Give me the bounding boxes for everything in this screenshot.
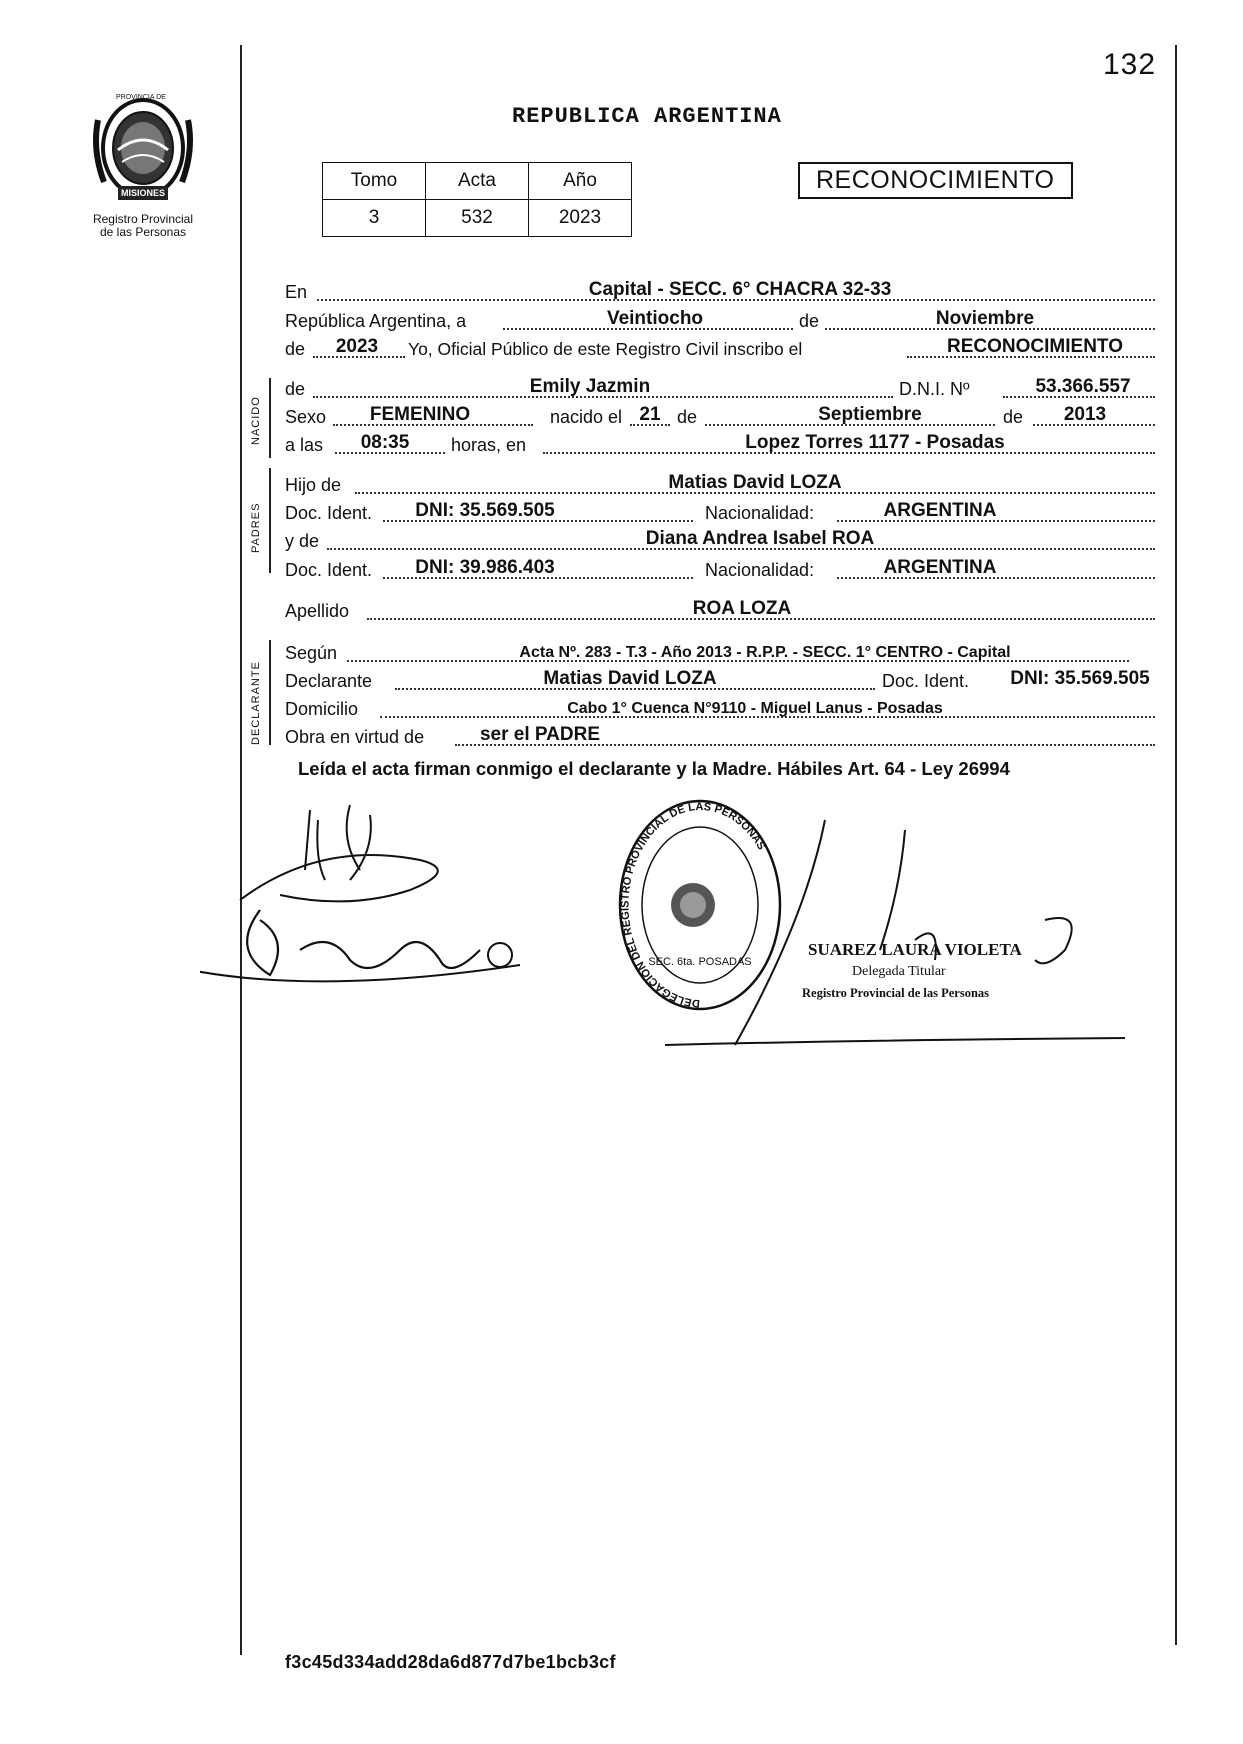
time-row (285, 430, 1155, 458)
mother-row (285, 526, 1155, 554)
seal-bottom-text: MISIONES (121, 188, 166, 198)
born-label: nacido el (550, 407, 623, 427)
provincial-seal (88, 90, 198, 210)
parents-bracket (269, 468, 271, 573)
dni-label: D.N.I. Nº (899, 379, 970, 399)
registers-row (285, 334, 1155, 362)
official-name: SUAREZ LAURA VIOLETA (808, 940, 1022, 959)
birth-year-label: de (1003, 407, 1024, 427)
registers-value: RECONOCIMIENTO (947, 336, 1123, 357)
father-row (285, 470, 1155, 498)
by-virtue-value: ser el PADRE (479, 724, 601, 745)
father-nationality-label: Nacionalidad: (705, 503, 815, 523)
declarant-bracket (269, 640, 271, 745)
year-value: 2023 (335, 336, 379, 357)
parents-side-label: PADRES (250, 502, 262, 553)
according-row (285, 638, 1155, 666)
name-value: Emily Jazmin (529, 376, 651, 397)
declarant-label: Declarante (285, 671, 373, 691)
act-type-box: RECONOCIMIENTO (798, 162, 1073, 199)
father-doc-row (285, 498, 1155, 526)
ano-value: 2023 (529, 200, 632, 237)
mother-name: Diana Andrea Isabel ROA (645, 528, 875, 549)
mother-doc-label: Doc. Ident. (285, 560, 373, 580)
ano-header: Año (529, 163, 632, 200)
mother-doc-row (285, 555, 1155, 583)
declarant-side-label: DECLARANTE (250, 661, 262, 745)
mother-nationality: ARGENTINA (883, 557, 997, 578)
surname-row (285, 596, 1155, 624)
official-title: Delegada Titular (852, 964, 946, 979)
official-institution: Registro Provincial de las Personas (802, 986, 990, 1000)
legal-note: Leída el acta firman conmigo el declarante y la Madre. Hábiles Art. 64 - Ley 26994 (298, 758, 1010, 779)
time-value: 08:35 (360, 432, 410, 453)
declarant-signature (200, 800, 540, 1000)
tomo-value: 3 (323, 200, 426, 237)
mother-nationality-label: Nacionalidad: (705, 560, 815, 580)
father-label: Hijo de (285, 475, 342, 495)
birth-day: 21 (639, 404, 661, 425)
born-side-label: NACIDO (250, 396, 262, 445)
time-label: a las (285, 435, 324, 455)
place-label: En (285, 282, 308, 302)
father-doc: DNI: 35.569.505 (415, 500, 555, 521)
registry-caption-line1: Registro Provincial (92, 212, 194, 226)
sex-value: FEMENINO (369, 404, 471, 425)
official-seal-text: DELEGACION DEL REGISTRO PROVINCIAL DE LAS PERSONAS (619, 800, 768, 1010)
name-row (285, 374, 1155, 402)
birth-month: Septiembre (818, 404, 922, 425)
sex-row (285, 402, 1155, 430)
official-seal-inner: SEC. 6ta. POSADAS (648, 956, 752, 968)
birth-month-label: de (677, 407, 698, 427)
acta-value: 532 (426, 200, 529, 237)
seal-top-text: PROVINCIA DE (116, 94, 166, 101)
registry-caption-line2: de las Personas (99, 225, 187, 239)
according-value: Acta Nº. 283 - T.3 - Año 2013 - R.P.P. - SECC. 1° CENTRO - Capital (519, 644, 1011, 661)
registry-caption (68, 213, 218, 239)
official-signature (665, 800, 1125, 1060)
dni-value: 53.366.557 (1035, 376, 1131, 397)
reference-table-header (323, 163, 632, 200)
day-value: Veintiocho (606, 308, 704, 329)
name-label: de (285, 379, 306, 399)
address-label: Domicilio (285, 699, 359, 719)
declarant-doc-label: Doc. Ident. (882, 671, 970, 691)
country-title: REPUBLICA ARGENTINA (512, 104, 782, 129)
declarant-doc: DNI: 35.569.505 (1010, 668, 1150, 689)
declarant-row (285, 666, 1155, 694)
acta-header: Acta (426, 163, 529, 200)
year-label: de (285, 339, 306, 359)
birth-year: 2013 (1063, 404, 1107, 425)
date-row (285, 306, 1155, 334)
according-label: Según (285, 643, 338, 663)
hours-label: horas, en (451, 435, 527, 455)
father-nationality: ARGENTINA (883, 500, 997, 521)
place-row (285, 277, 1155, 305)
reference-table (322, 162, 632, 237)
document-hash: f3c45d334add28da6d877d7be1bcb3cf (285, 1652, 616, 1672)
month-label: de (799, 311, 820, 331)
surname-value: ROA LOZA (692, 598, 792, 619)
born-bracket (269, 378, 271, 458)
by-virtue-label: Obra en virtud de (285, 727, 425, 747)
right-margin-line (1175, 45, 1177, 1645)
month-value: Noviembre (935, 308, 1035, 329)
tomo-header: Tomo (323, 163, 426, 200)
reference-table-values (323, 200, 632, 237)
father-name: Matias David LOZA (668, 472, 842, 493)
birth-place: Lopez Torres 1177 - Posadas (745, 432, 1005, 453)
by-virtue-row (285, 722, 1155, 750)
declarant-name: Matias David LOZA (543, 668, 717, 689)
place-value: Capital - SECC. 6° CHACRA 32-33 (588, 279, 892, 300)
page-number: 132 (1103, 48, 1157, 81)
surname-label: Apellido (285, 601, 350, 621)
mother-doc: DNI: 39.986.403 (415, 557, 555, 578)
address-row (285, 694, 1155, 722)
sex-label: Sexo (285, 407, 327, 427)
address-value: Cabo 1° Cuenca N°9110 - Miguel Lanus - Posadas (567, 700, 943, 717)
day-label: República Argentina, a (285, 311, 467, 331)
registers-label: Yo, Oficial Público de este Registro Civil inscribo el (408, 339, 803, 359)
father-doc-label: Doc. Ident. (285, 503, 373, 523)
mother-label: y de (285, 531, 320, 551)
